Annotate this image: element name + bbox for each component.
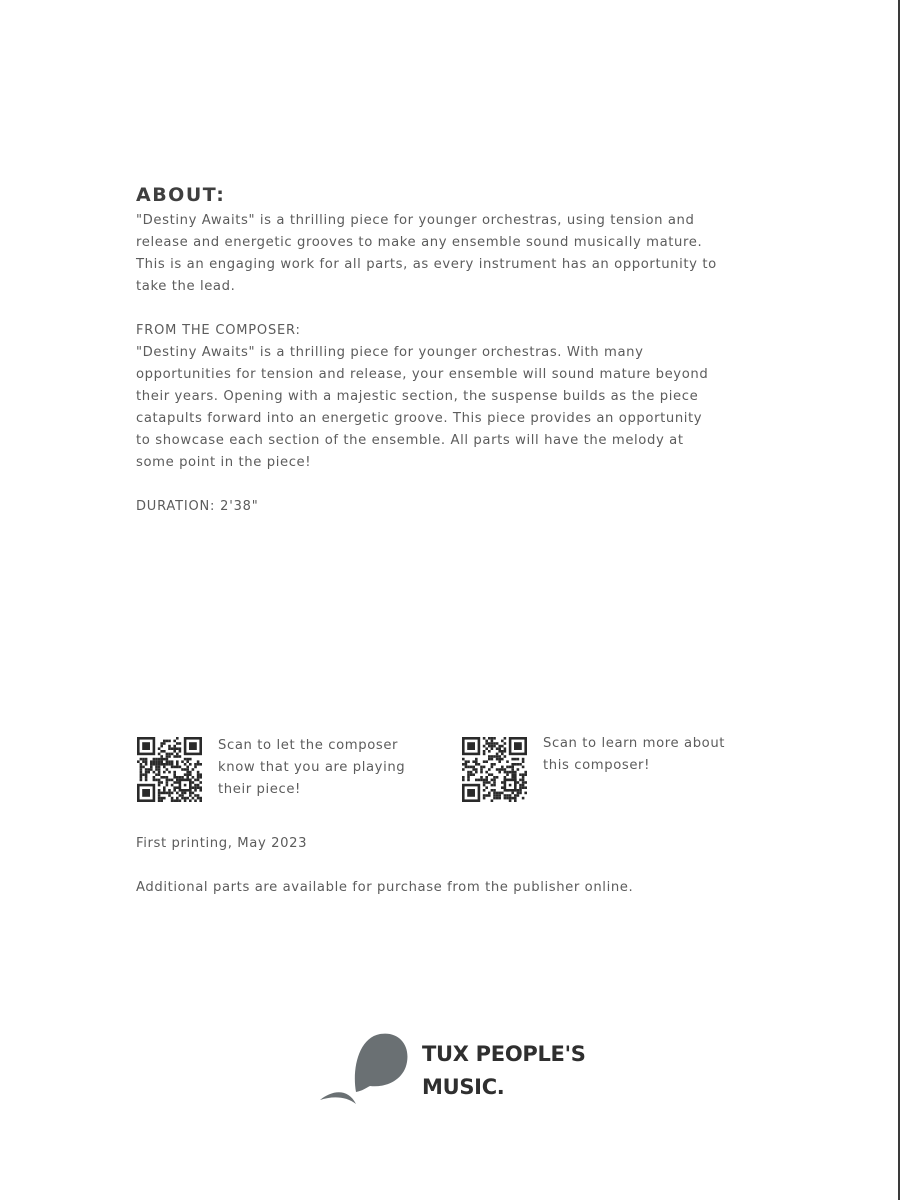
about-line: take the lead.	[136, 279, 236, 294]
composer-heading: FROM THE COMPOSER:	[136, 323, 301, 338]
publisher-logo	[318, 1030, 618, 1110]
publisher-name-line1: TUX PEOPLE'S	[422, 1042, 586, 1066]
speech-bubble-logo-icon	[318, 1030, 418, 1110]
qr-block-composer-info	[462, 737, 763, 802]
about-heading: ABOUT:	[136, 184, 226, 206]
composer-line: "Destiny Awaits" is a thrilling piece for younger orchestras. With many	[136, 345, 644, 360]
about-line: This is an engaging work for all parts, as every instrument has an opportunity to	[136, 257, 717, 272]
qr-block-feedback	[137, 737, 433, 802]
qr-code-icon[interactable]	[137, 737, 202, 802]
publisher-name	[422, 1038, 586, 1104]
parts-note: Additional parts are available for purchase from the publisher online.	[136, 880, 634, 895]
qr-caption: Scan to let the composer know that you are playing their piece!	[218, 738, 406, 797]
composer-line: catapults forward into an energetic groove. This piece provides an opportunity	[136, 411, 703, 426]
qr-caption: Scan to learn more about this composer!	[543, 736, 726, 773]
printing-note: First printing, May 2023	[136, 836, 308, 851]
about-section	[136, 183, 766, 518]
publisher-name-line2: MUSIC.	[422, 1075, 505, 1099]
composer-line: to showcase each section of the ensemble. All parts will have the melody at	[136, 433, 684, 448]
composer-line: some point in the piece!	[136, 455, 312, 470]
composer-line: their years. Opening with a majestic section, the suspense builds as the piece	[136, 389, 699, 404]
duration-label: DURATION: 2'38"	[136, 499, 259, 514]
about-line: "Destiny Awaits" is a thrilling piece for younger orchestras, using tension and	[136, 213, 695, 228]
qr-code-icon[interactable]	[462, 737, 527, 802]
composer-line: opportunities for tension and release, your ensemble will sound mature beyond	[136, 367, 709, 382]
about-line: release and energetic grooves to make any ensemble sound musically mature.	[136, 235, 703, 250]
